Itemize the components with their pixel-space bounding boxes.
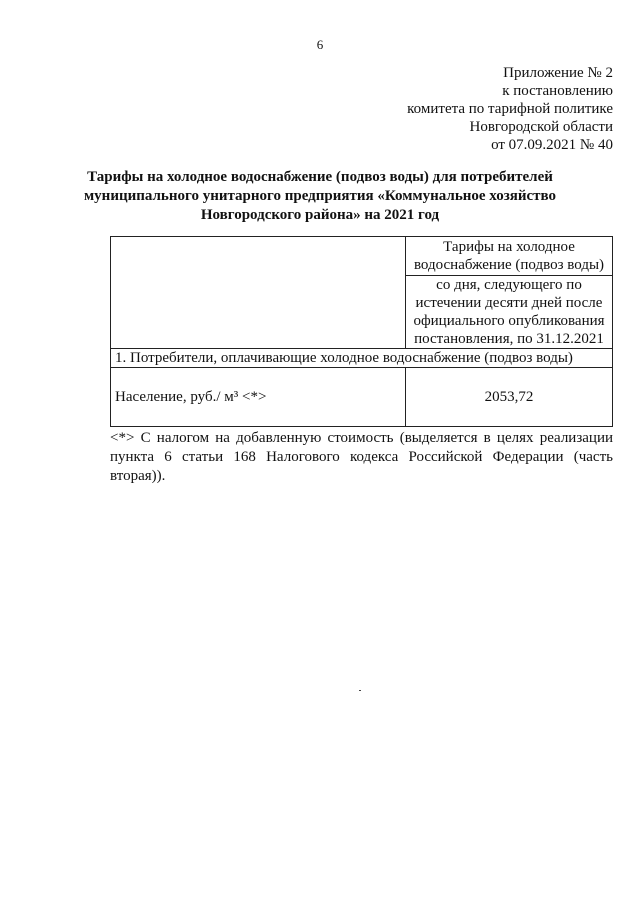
table-group-row	[111, 349, 613, 368]
header-tariff-cell	[406, 237, 613, 276]
table-row	[111, 368, 613, 427]
row-value-cell: 2053,72	[406, 368, 613, 427]
tariff-table	[110, 236, 613, 427]
group-label-cell: 1. Потребители, оплачивающие холодное водоснабжение (подвоз воды)	[111, 349, 613, 368]
header-period-line: со дня, следующего по	[436, 277, 582, 293]
title-line: Тарифы на холодное водоснабжение (подвоз воды) для потребителей	[87, 169, 553, 185]
appendix-line: к постановлению	[502, 83, 613, 99]
header-period-line: постановления, по 31.12.2021	[414, 331, 604, 347]
header-tariff-line: Тарифы на холодное	[443, 239, 575, 255]
header-tariff-line: водоснабжение (подвоз воды)	[413, 257, 605, 273]
footnote: <*> С налогом на добавленную стоимость (выделяется в целях реализации пункта 6 статьи 168 Налогового кодекса Российской Федерации (часть вторая)).	[110, 430, 613, 484]
header-period-cell	[406, 276, 613, 349]
scan-mark	[359, 690, 361, 691]
title-line: Новгородского района» на 2021 год	[200, 207, 440, 223]
appendix-line: комитета по тарифной политике	[407, 101, 613, 117]
appendix-line: Приложение № 2	[503, 65, 613, 81]
row-label-cell: Население, руб./ м³ <*>	[111, 368, 406, 427]
empty-header-cell	[111, 237, 406, 349]
table-header-row	[111, 237, 613, 276]
page-number: 6	[316, 37, 324, 52]
title-line: муниципального унитарного предприятия «Коммунальное хозяйство	[83, 188, 557, 204]
header-period-line: истечении десяти дней после	[415, 295, 603, 311]
appendix-line: Новгородской области	[469, 119, 613, 135]
document-title	[60, 168, 580, 225]
header-period-line: официального опубликования	[413, 313, 605, 329]
appendix-line: от 07.09.2021 № 40	[491, 137, 613, 153]
appendix-header	[313, 64, 613, 154]
